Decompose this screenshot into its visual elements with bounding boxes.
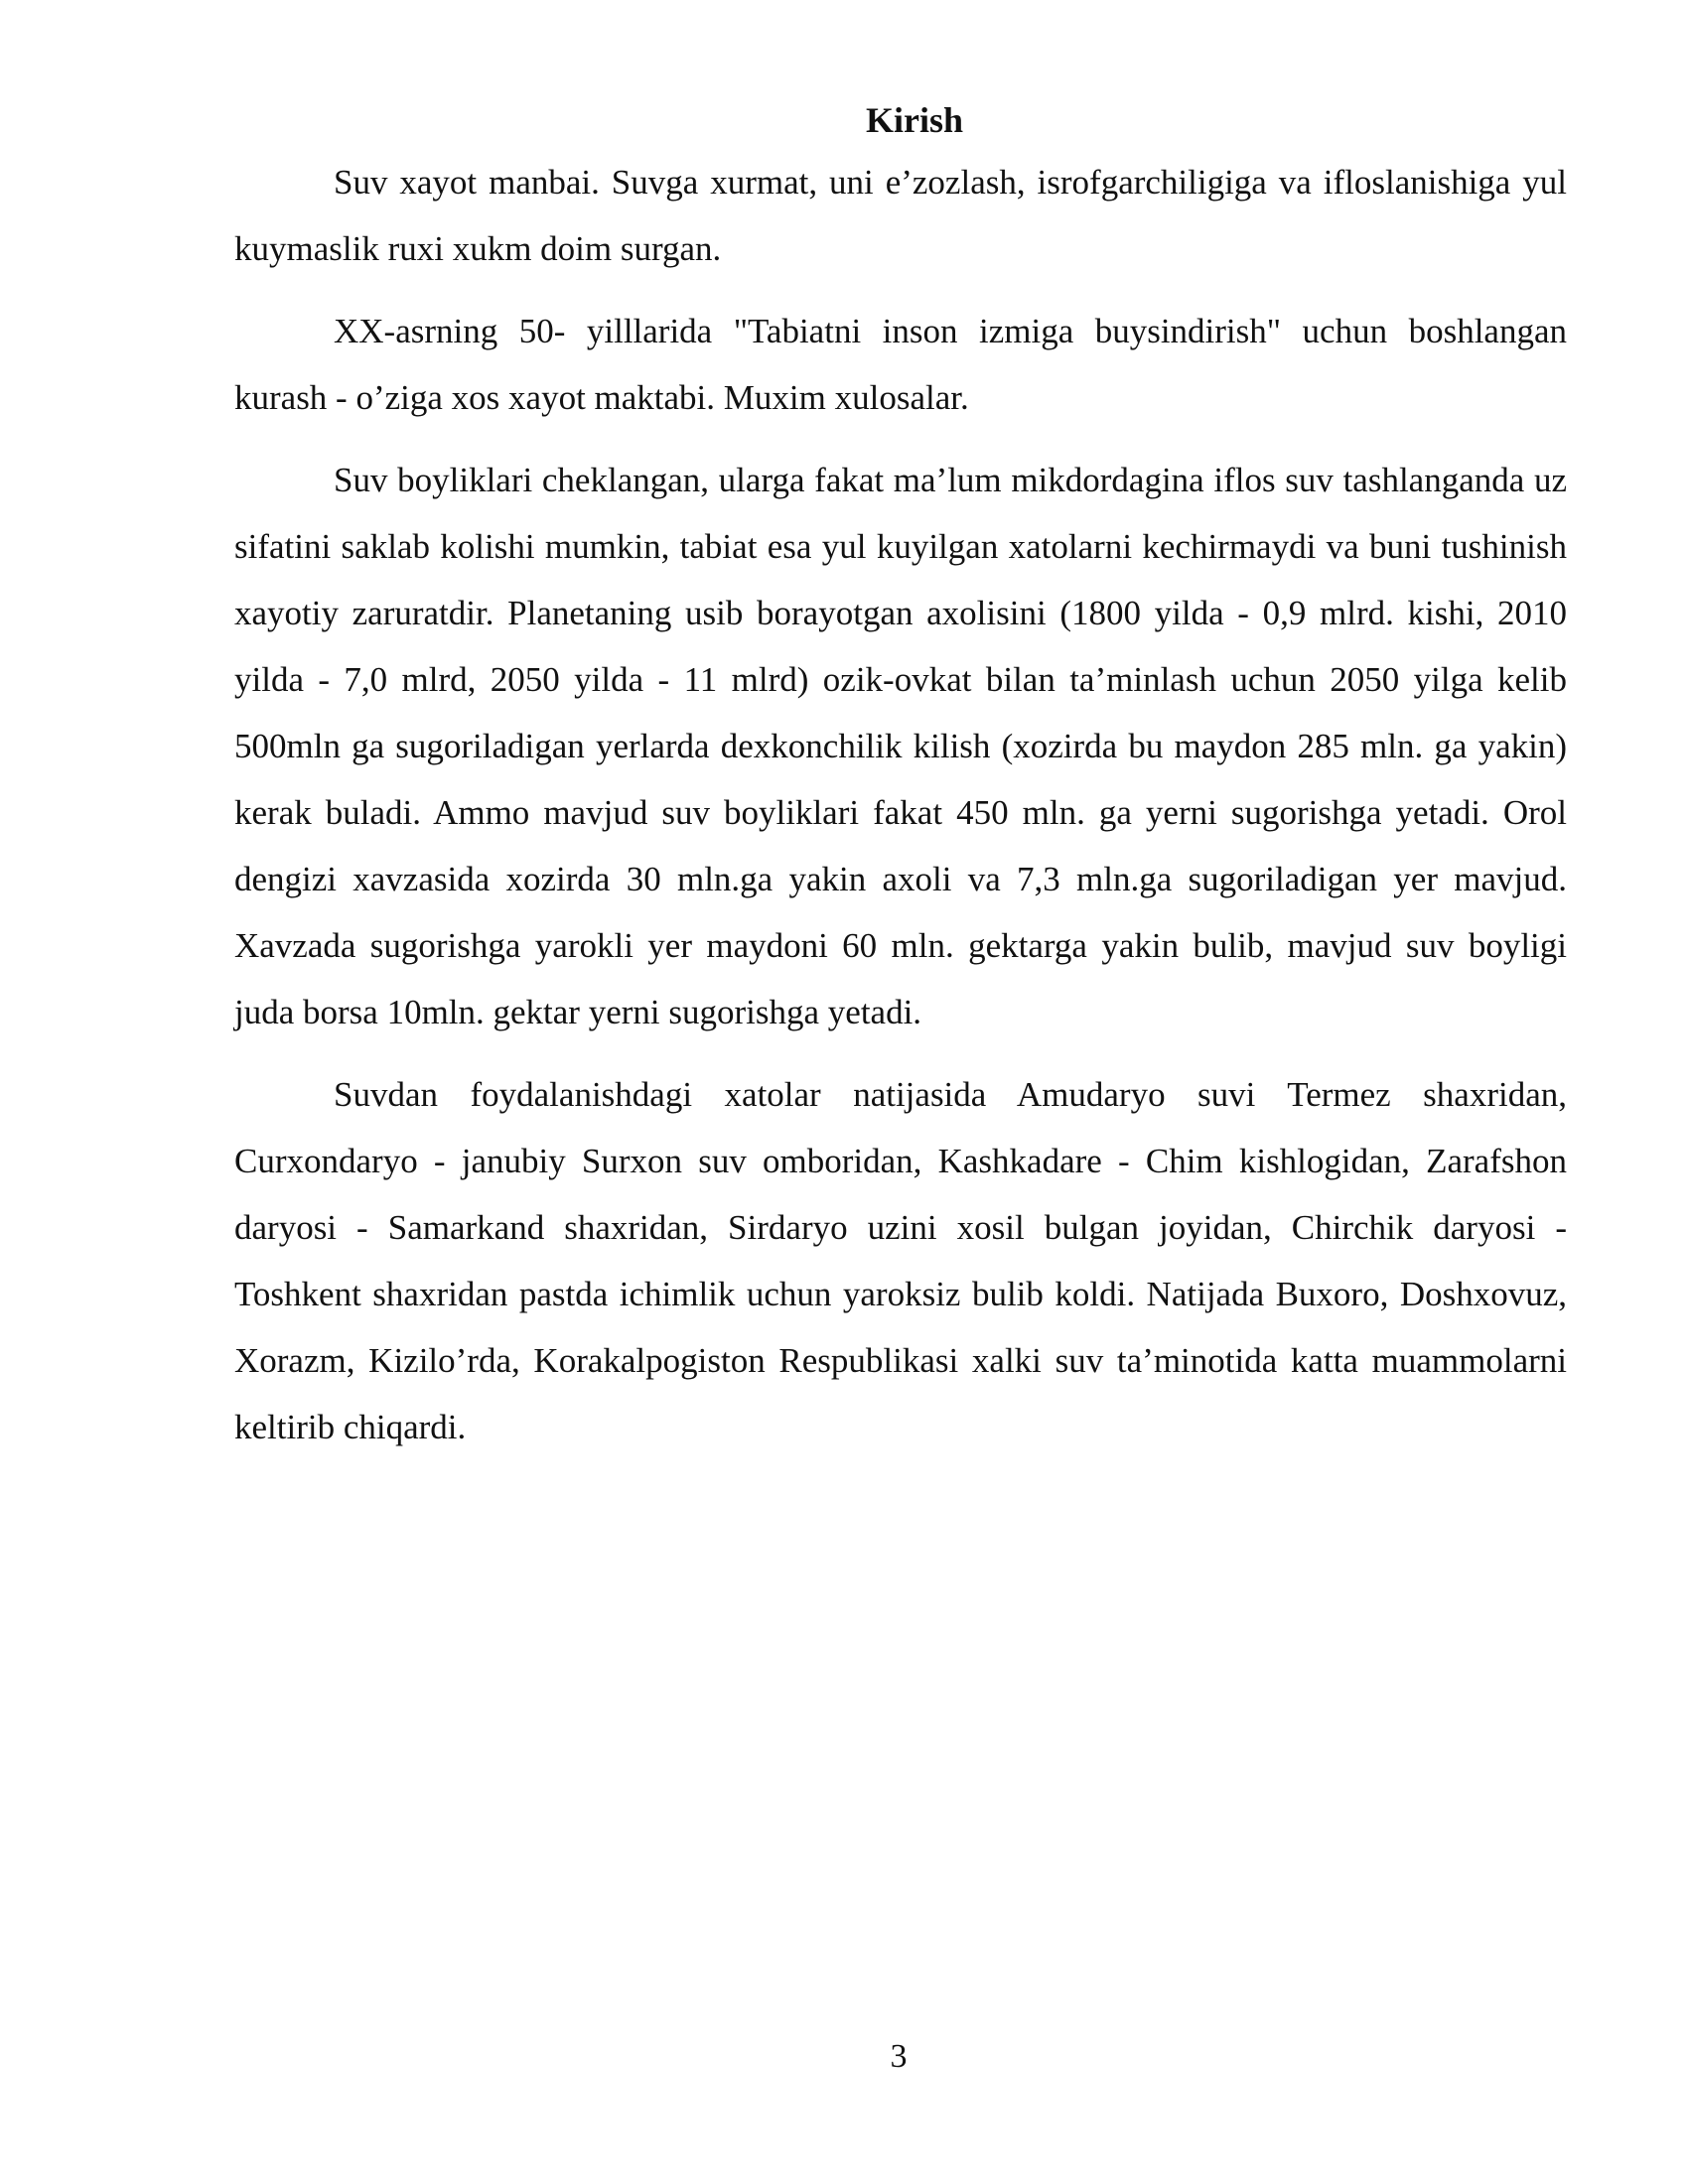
page-number: 3 [890, 2038, 908, 2075]
paragraph-3: Suv boyliklari cheklangan, ularga fakat ma’lum mikdordagina iflos suv tashlanganda uz sifatini saklab kolishi mumkin, tabiat esa yul kuyilgan xatolarni kechirmaydi va buni tushinish xayotiy zaruratdir. Planetaning usib borayotgan axolisini (1800 yilda - 0,9 mlrd. kishi, 2010 yilda - 7,0 mlrd, 2050 yilda - 11 mlrd) ozik-ovkat bilan ta’minlash uchun 2050 yilga kelib 500mln ga sugoriladigan yerlarda dexkonchilik kilish (xozirda bu maydon 285 mln. ga yakin) kerak buladi. Ammo mavjud suv boyliklari fakat 450 mln. ga yerni sugorishga yetadi. Orol dengizi xavzasida xozirda 30 mln.ga yakin axoli va 7,3 mln.ga sugoriladigan yer mavjud. Xavzada sugorishga yarokli yer maydoni 60 mln. gektarga yakin bulib, mavjud suv boyligi juda borsa 10mln. gektar yerni sugorishga yetadi. [234, 461, 1567, 1031]
section-title: Kirish [865, 100, 963, 140]
document-body [234, 95, 1567, 1476]
paragraph-2: XX-asrning 50- yilllarida "Tabiatni inson izmiga buysindirish" uchun boshlangan kurash - o’ziga xos xayot maktabi. Muxim xulosalar. [234, 312, 1567, 417]
paragraph-4: Suvdan foydalanishdagi xatolar natijasida Amudaryo suvi Termez shaxridan, Curxondaryo - janubiy Surxon suv omboridan, Kashkadare - Chim kishlogidan, Zarafshon daryosi - Samarkand shaxridan, Sirdaryo uzini xosil bulgan joyidan, Chirchik daryosi - Toshkent shaxridan pastda ichimlik uchun yaroksiz bulib koldi. Natijada Buxoro, Doshxovuz, Xorazm, Kizilo’rda, Korakalpogiston Respublikasi xalki suv ta’minotida katta muammolarni keltirib chiqardi. [234, 1075, 1567, 1446]
paragraph-1: Suv xayot manbai. Suvga xurmat, uni e’zozlash, isrofgarchiligiga va ifloslanishiga yul kuymaslik ruxi xukm doim surgan. [234, 163, 1567, 268]
